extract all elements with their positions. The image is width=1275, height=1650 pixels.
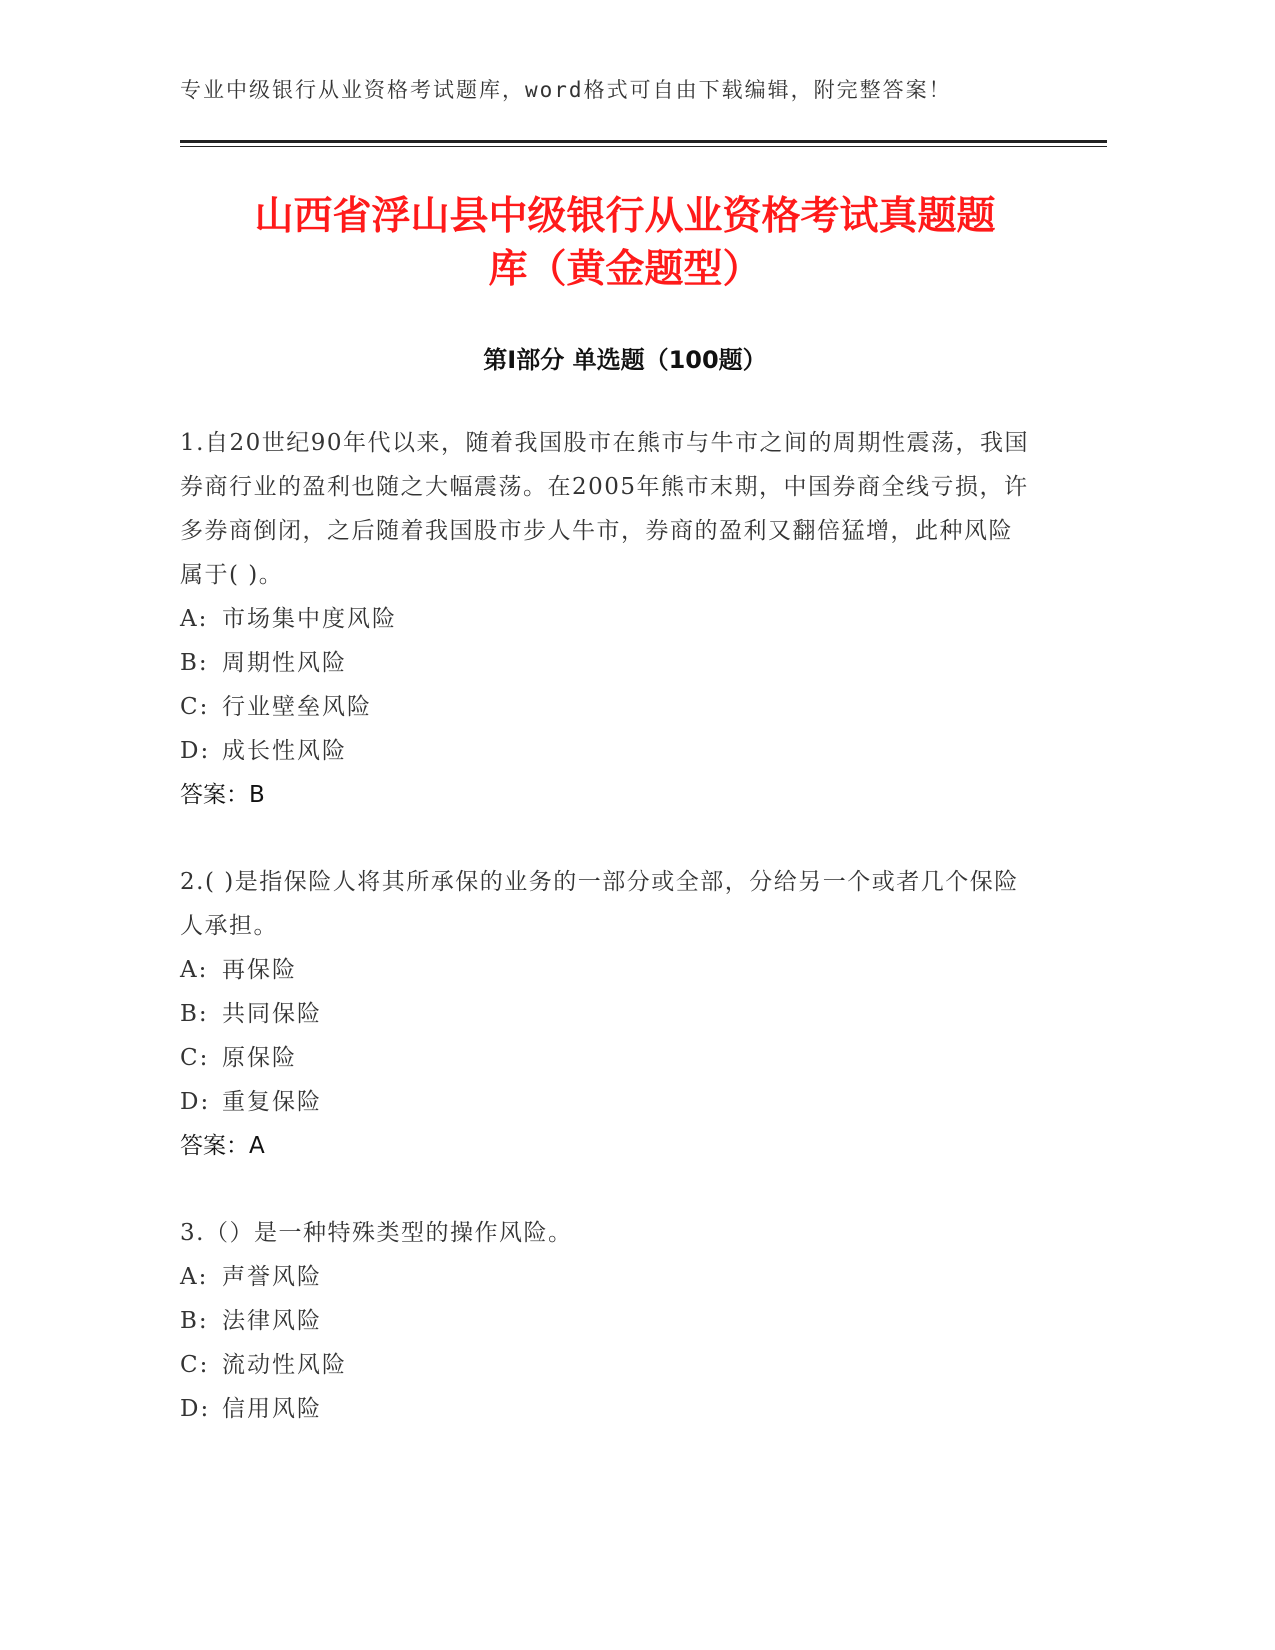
option-letter: D:	[180, 738, 211, 764]
option-d	[180, 729, 1030, 773]
option-a	[180, 948, 1030, 992]
option-a	[180, 1255, 1030, 1299]
option-letter: C:	[180, 1045, 210, 1071]
option-text: 原保险	[222, 1045, 297, 1071]
document-title	[180, 190, 1070, 296]
option-text: 共同保险	[222, 1001, 322, 1027]
option-text: 行业壁垒风险	[222, 694, 372, 720]
option-letter: B:	[180, 1308, 209, 1334]
option-letter: C:	[180, 694, 210, 720]
answer-label: 答案：A	[180, 1133, 265, 1159]
answer-label: 答案：B	[180, 782, 265, 808]
option-letter: B:	[180, 1001, 209, 1027]
option-text: 声誉风险	[222, 1264, 322, 1290]
question-2	[180, 860, 1030, 1168]
document-title-line-1: 山西省浮山县中级银行从业资格考试真题题	[254, 194, 996, 239]
option-text: 信用风险	[222, 1396, 322, 1422]
option-letter: A:	[180, 957, 209, 983]
option-letter: A:	[180, 606, 209, 632]
page-header-text: 专业中级银行从业资格考试题库，word格式可自由下载编辑，附完整答案！	[180, 78, 952, 102]
option-b	[180, 641, 1030, 685]
question-text: 1.自20世纪90年代以来，随着我国股市在熊市与牛市之间的周期性震荡，我国券商行业的盈利也随之大幅震荡。在2005年熊市末期，中国券商全线亏损，许多券商倒闭，之后随着我国股市步人牛市，券商的盈利又翻倍猛增，此种风险属于( )。	[180, 430, 1029, 588]
option-text: 成长性风险	[222, 738, 347, 764]
option-text: 周期性风险	[222, 650, 347, 676]
question-1	[180, 421, 1030, 817]
option-letter: D:	[180, 1089, 211, 1115]
header-divider-thin	[180, 146, 1107, 147]
question-3	[180, 1211, 1030, 1431]
option-letter: C:	[180, 1352, 210, 1378]
section-heading: 第Ⅰ部分 单选题（100题）	[483, 346, 767, 374]
option-text: 市场集中度风险	[222, 606, 397, 632]
option-d	[180, 1080, 1030, 1124]
option-letter: B:	[180, 650, 209, 676]
document-title-line-2: 库（黄金题型）	[488, 247, 762, 292]
question-list	[180, 421, 1030, 1474]
option-text: 重复保险	[222, 1089, 322, 1115]
option-c	[180, 1036, 1030, 1080]
option-c	[180, 685, 1030, 729]
option-text: 再保险	[222, 957, 297, 983]
question-text: 3.（）是一种特殊类型的操作风险。	[180, 1220, 573, 1246]
option-letter: D:	[180, 1396, 211, 1422]
option-b	[180, 1299, 1030, 1343]
header-divider-thick	[180, 140, 1107, 143]
option-text: 流动性风险	[222, 1352, 347, 1378]
option-letter: A:	[180, 1264, 209, 1290]
option-c	[180, 1343, 1030, 1387]
question-text: 2.( )是指保险人将其所承保的业务的一部分或全部，分给另一个或者几个保险人承担。	[180, 869, 1019, 939]
option-b	[180, 992, 1030, 1036]
option-a	[180, 597, 1030, 641]
option-d	[180, 1387, 1030, 1431]
option-text: 法律风险	[222, 1308, 322, 1334]
